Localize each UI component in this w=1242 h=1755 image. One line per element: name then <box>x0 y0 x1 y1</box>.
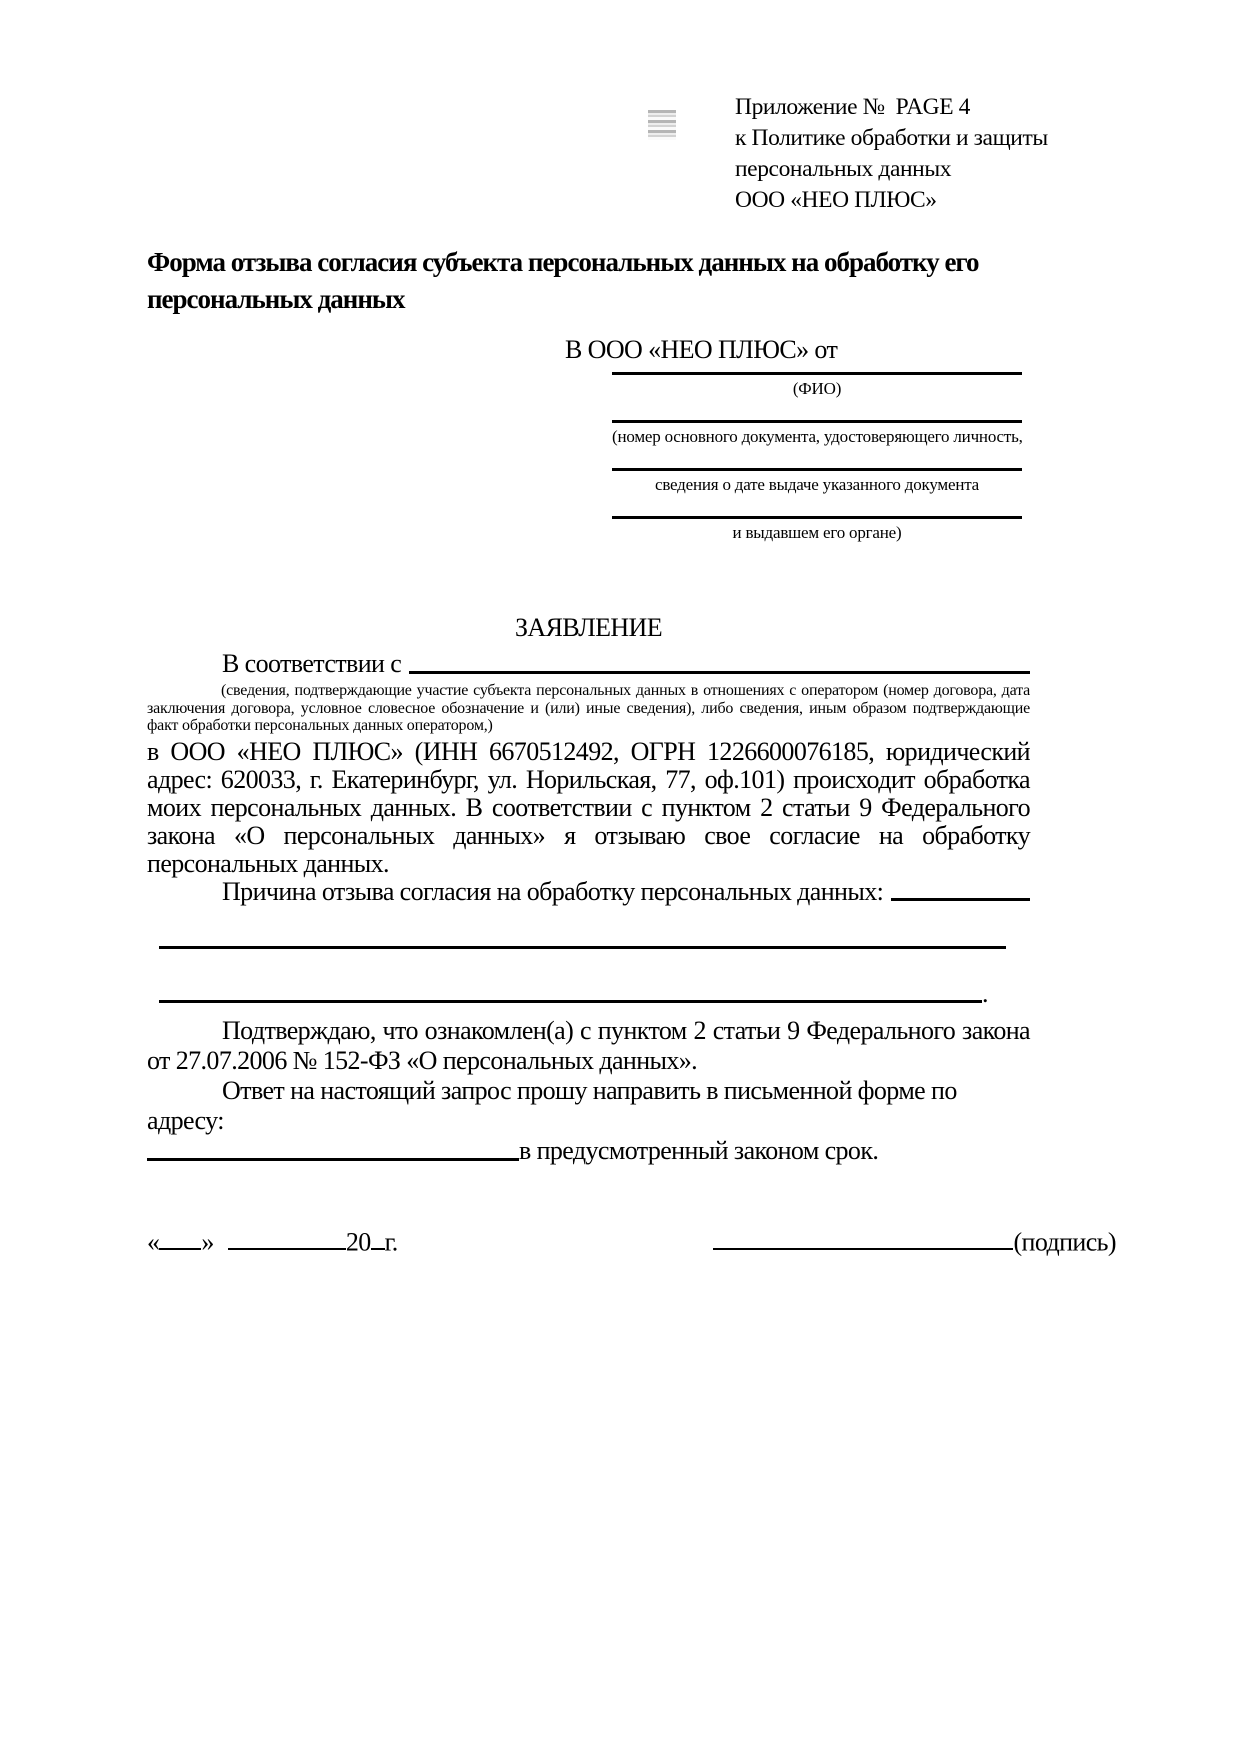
accordance-prefix: В соответствии с <box>222 649 402 678</box>
body-paragraph: в ООО «НЕО ПЛЮС» (ИНН 6670512492, ОГРН 1226600076185, юридический адрес: 620033, г. Екатеринбург, ул. Норильская, 77, оф.101) происходит обработка моих персональных данных. В соответствии с пунктом 2 статьи 9 Федерального закона «О персональных данных» я отзываю свое согласие на обработку персональных данных. <box>147 736 1030 878</box>
fio-caption: (ФИО) <box>792 379 842 398</box>
date-signature-row <box>147 1222 1116 1258</box>
statement-heading: ЗАЯВЛЕНИЕ <box>514 613 663 642</box>
reply-request-line: Ответ на настоящий запрос прошу направить в письменной форме по адресу: <box>147 1075 957 1135</box>
header-appendix-block <box>735 92 1048 216</box>
date-year-suffix: г. <box>384 1227 398 1257</box>
date-line <box>147 1222 398 1258</box>
reason-full-blank-row-2 <box>159 980 1030 1008</box>
confirm-paragraph: Подтверждаю, что ознакомлен(а) с пунктом 2 статьи 9 Федерального закона от 27.07.2006 № 152-ФЗ «О персональных данных». <box>147 1015 1030 1075</box>
reply-suffix: в предусмотренный законом срок. <box>519 1135 879 1165</box>
addressee-line: В ООО «НЕО ПЛЮС» от <box>565 335 838 364</box>
signature-blank-line <box>713 1222 1013 1251</box>
issuing-authority-field <box>612 516 1022 543</box>
document-number-field <box>612 420 1022 447</box>
fio-field <box>612 372 1022 399</box>
issue-date-caption: сведения о дате выдаче указанного документа <box>654 475 980 494</box>
reason-full-blank-line-2 <box>159 1000 982 1003</box>
reason-full-blank-line-1 <box>159 946 1006 949</box>
issue-date-field <box>612 468 1022 495</box>
date-year-prefix: 20 <box>345 1227 371 1257</box>
recipient-fields-block <box>612 372 1022 543</box>
signature-caption: (подпись) <box>1013 1227 1116 1257</box>
blurred-text-artifact-icon <box>648 110 676 140</box>
form-title-line-2: персональных данных <box>147 284 405 314</box>
header-line-company: ООО «НЕО ПЛЮС» <box>735 187 937 213</box>
reason-row <box>147 878 1030 906</box>
document-number-caption: (номер основного документа, удостоверяющего личность, <box>612 427 1023 446</box>
accordance-blank-line <box>409 671 1030 674</box>
reason-blank-line <box>891 898 1030 901</box>
form-title <box>147 244 1030 318</box>
header-line-appendix: Приложение № PAGE 4 <box>735 94 971 120</box>
reason-label: Причина отзыва согласия на обработку персональных данных: <box>222 876 884 906</box>
paragraph-indent <box>147 878 222 906</box>
signature-line <box>713 1222 1116 1258</box>
reply-address-blank-line <box>147 1158 519 1161</box>
header-line-personal-data: персональных данных <box>735 156 952 182</box>
form-title-line-1: Форма отзыва согласия субъекта персональных данных на обработку его <box>147 247 979 277</box>
date-quote-close: » <box>201 1227 214 1257</box>
fine-print-note: (сведения, подтверждающие участие субъекта персональных данных в отношениях с оператором (номер договора, дата заключения договора, условное словесное обозначение и (или) иные сведения), либо сведения, иным образом подтверждающие факт обработки персональных данных оператором,) <box>147 682 1030 734</box>
accordance-row <box>147 649 1030 679</box>
month-blank <box>228 1222 346 1251</box>
reply-address-row <box>147 1136 1030 1166</box>
day-blank <box>159 1222 201 1251</box>
year-blank <box>371 1222 385 1251</box>
paragraph-indent <box>147 649 222 679</box>
date-quote-open: « <box>147 1227 160 1257</box>
issuing-authority-caption: и выдавшем его органе) <box>732 523 902 542</box>
header-line-policy: к Политике обработки и защиты <box>735 125 1048 151</box>
period-after-blank: . <box>982 978 988 1008</box>
